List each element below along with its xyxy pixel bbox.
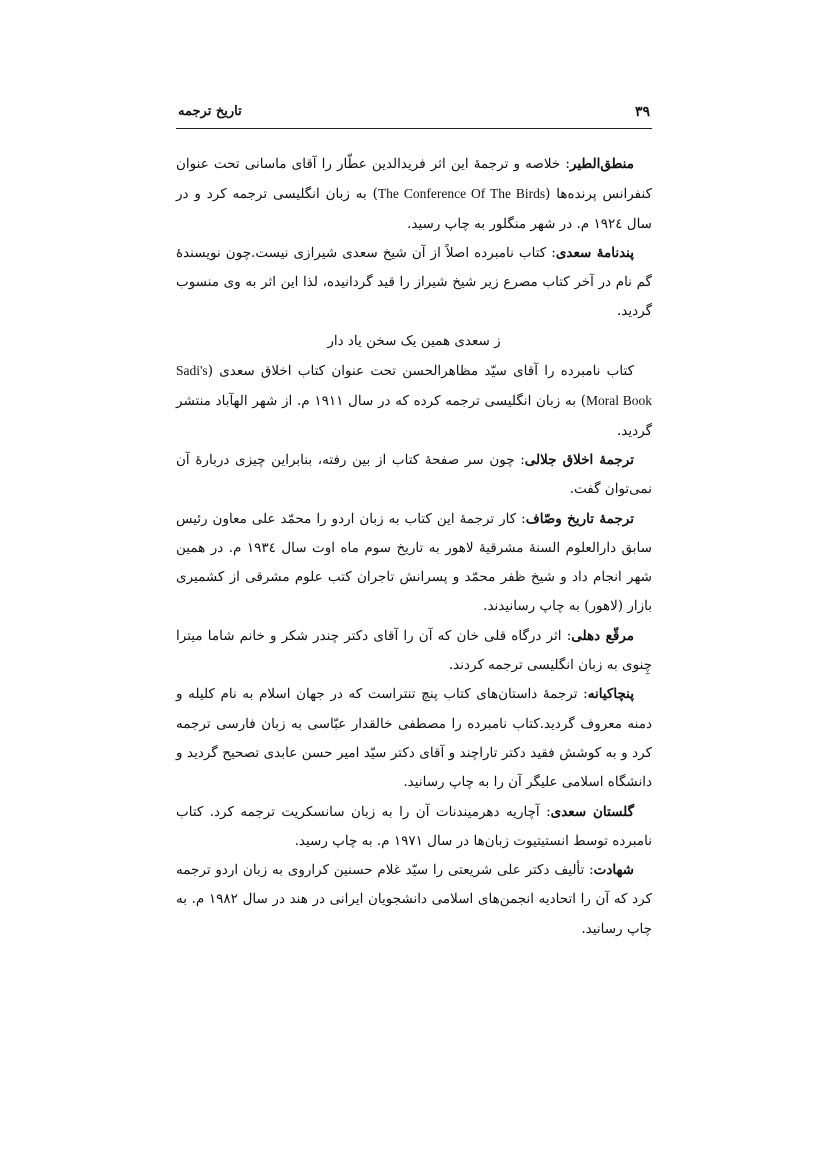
entry-term: پنچاکیانه: [587, 686, 634, 703]
entry-golestan-saadi: [176, 798, 652, 857]
entry-tarikh-vassaf: [176, 505, 652, 622]
entry-panchakhyana: [176, 680, 652, 797]
entry-text: : آچاریه دهرمیندنات آن را به زبان سانسکریت ترجمه کرد. کتاب نامبرده توسط انستیتیوت زبان‌ها در سال ۱۹۷۱ م. به چاپ رسید.: [176, 803, 652, 849]
entry-text: : تألیف دکتر علی شریعتی را سیّد غلام حسنین کراروی به زبان اردو ترجمه کرد که آن را اتحادیه انجمن‌های اسلامی دانشجویان ایرانی در هند در سال ۱۹۸۲ م. به چاپ رسانید.: [176, 862, 652, 937]
header-rule: [176, 128, 652, 129]
entry-term: شهادت: [593, 862, 634, 879]
page-number: ۳۹: [634, 104, 650, 120]
verse-line: ز سعدی همین یک سخن یاد دار: [327, 332, 501, 349]
entry-latin-title: Sadi's Moral Book: [176, 363, 653, 409]
entry-term: گلستان سعدی: [550, 803, 635, 820]
entry-pandnameh-saadi: [176, 239, 652, 327]
entry-text: : خلاصه و ترجمهٔ این اثر فریدالدین عطّار را آقای ماسانی تحت عنوان کنفرانس پرنده‌ها (: [176, 156, 652, 203]
entry-term: منطق‌الطیر: [569, 156, 634, 172]
entry-text: : ترجمهٔ داستان‌های کتاب پنچ تنتراست که در جهان اسلام به نام کلیله و دمنه معروف گردید.کتاب نامبرده را مصطفی خالقدار عبّاسی به زبان فارسی ترجمه کرد و به کوشش فقید دکتر تاراچند و آقای دکتر سیّد امیر حسن عابدی تصحیح گردید و دانشگاه اسلامی علیگر آن را به چاپ رسانید.: [176, 686, 652, 791]
entry-muraqqa-dehli: [176, 622, 652, 681]
entry-term: مرقّع دهلی: [571, 627, 634, 644]
entry-text: ) به زبان انگلیسی ترجمه کرد و در سال ۱۹۲٤ م. در شهر منگلور به چاپ رسید.: [176, 186, 652, 232]
entry-text: : کار ترجمهٔ این کتاب به زبان اردو را محمّد علی معاون رئیس سابق دارالعلوم السنهٔ مشرقیهٔ لاهور به تاریخ سوم ماه اوت سال ۱۹۳٤ م. در همین شهر انجام داد و شیخ ظفر محمّد و پسرانش تاجران کتب علوم مشرقی از کشمیری بازار (لاهور) به چاپ رسانیدند.: [176, 510, 652, 615]
entry-text: ) به زبان انگلیسی ترجمه کرده که در سال ۱۹۱۱ م. از شهر الهآباد منتشر گردید.: [176, 393, 652, 439]
running-header: [176, 100, 652, 126]
entry-latin-title: The Conference Of The Birds: [377, 186, 546, 202]
entry-mantiq-al-tayr: [176, 150, 652, 239]
entry-shahadat: [176, 856, 652, 944]
entry-term: ترجمهٔ اخلاق جلالی: [524, 451, 634, 468]
page-body: [176, 150, 652, 944]
entry-term: ترجمهٔ تاریخ وصّاف: [525, 510, 634, 527]
entry-continuation: [176, 356, 652, 446]
entry-text: کتاب نامبرده را آقای سیّد مظاهرالحسن تحت عنوان کتاب اخلاق سعدی (: [207, 363, 634, 380]
entry-text: : اثر درگاه قلی خان که آن را آقای دکتر چندر شکر و خانم شاما میترا چِنوی به زبان انگلیسی ترجمه کردند.: [176, 627, 652, 674]
entry-text: : کتاب نامبرده اصلاً از آن شیخ سعدی شیرازی نیست.چون نویسندهٔ گم نام در آخر کتاب مصرع زیر شیخ شیراز را قید گردانیده، لذا این اثر به وی منسوب گردید.: [176, 244, 652, 320]
entry-text: : چون سر صفحهٔ کتاب از بین رفته، بنابراین چیزی دربارهٔ آن نمی‌توان گفت.: [176, 451, 652, 498]
running-title: تاریخ ترجمه: [178, 104, 242, 119]
entry-term: پندنامهٔ سعدی: [555, 244, 634, 261]
entry-akhlaq-jalali: [176, 446, 652, 505]
